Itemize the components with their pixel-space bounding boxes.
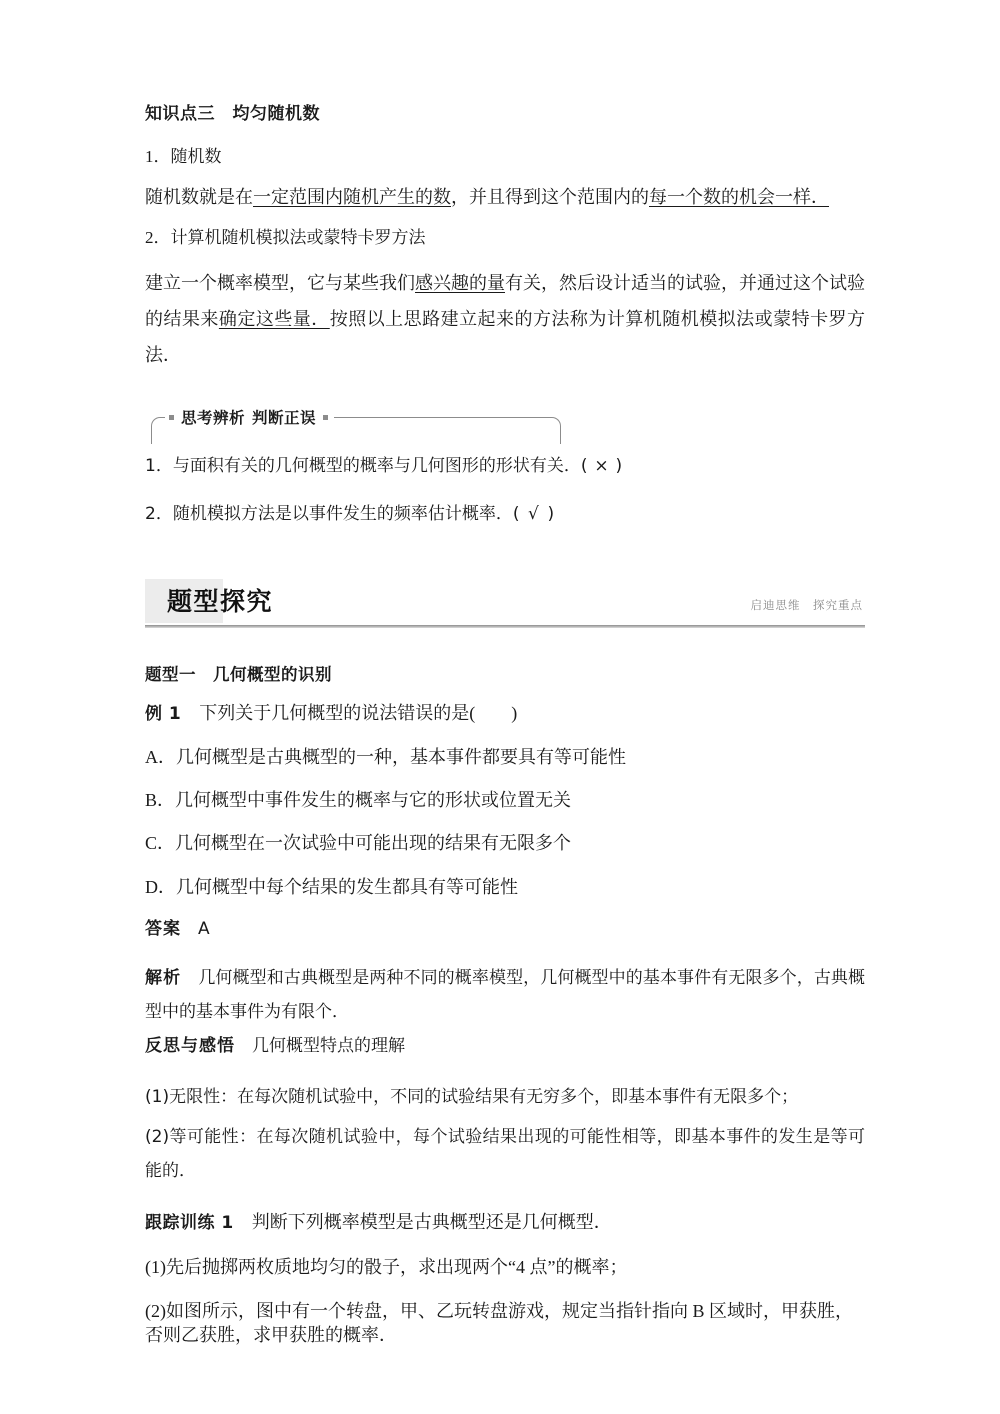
analysis-text: 几何概型和古典概型是两种不同的概率模型，几何概型中的基本事件有无限多个，古典概型中的基本事件为有限个． — [145, 967, 866, 1022]
option-a: A．几何概型是古典概型的一种，基本事件都要具有等可能性 — [145, 746, 626, 767]
kp2-underline-1: 感兴趣的量 — [415, 272, 505, 293]
page-content — [145, 104, 865, 1352]
kp2-seg-b: 有关，然后设计适当的试验，并通过这个试验的结果来 — [145, 272, 865, 329]
option-d: D．几何概型中每个结果的发生都具有等可能性 — [145, 876, 518, 897]
reflect-item-2: (2)等可能性：在每次随机试验中，每个试验结果出现的可能性相等，即基本事件的发生是等可能的． — [145, 1126, 865, 1181]
kp1-seg-a: 随机数就是在 — [145, 187, 253, 208]
example-label: 例 1 — [145, 703, 182, 724]
kp1-underline-2: 每一个数的机会一样． — [649, 187, 829, 208]
example-stem: 下列关于几何概型的说法错误的是( ) — [199, 702, 518, 723]
option-b: B．几何概型中事件发生的概率与它的形状或位置无关 — [145, 790, 572, 811]
practice-item-1: (1)先后抛掷两枚质地均匀的骰子，求出现两个“4 点”的概率； — [145, 1256, 628, 1277]
think-item-mark: √ — [528, 503, 539, 524]
kp2-seg-c: 按照以上思路建立起来的方法称为计算机随机模拟法或蒙特卡罗方法． — [145, 308, 866, 365]
reflect-title: 几何概型特点的理解 — [252, 1035, 405, 1056]
reflect-item-1: (1)无限性：在每次随机试验中，不同的试验结果有无穷多个，即基本事件有无限多个； — [145, 1086, 799, 1107]
think-box-label — [165, 409, 334, 427]
kp2-seg-a: 建立一个概率模型，它与某些我们 — [145, 272, 415, 293]
think-item-close: ) — [547, 503, 555, 524]
answer-label: 答案 — [145, 918, 181, 939]
kp2-underline-2: 确定这些量． — [218, 308, 330, 329]
section-subtitle: 启迪思维 探究重点 — [750, 597, 863, 612]
reflect-heading — [145, 1035, 865, 1058]
knowledge-item1-text — [145, 184, 865, 210]
practice-label: 跟踪训练 1 — [145, 1212, 234, 1233]
section-title: 题型探究 — [167, 586, 274, 616]
analysis-label: 解析 — [145, 967, 182, 988]
reflect-label: 反思与感悟 — [145, 1035, 235, 1056]
example-line — [145, 701, 865, 726]
think-item-mark: × — [594, 455, 609, 476]
think-label-b: 判断正误 — [252, 408, 317, 427]
knowledge-item1-heading: 1．随机数 — [145, 147, 222, 167]
practice-item-2: (2)如图所示，图中有一个转盘，甲、乙玩转盘游戏，规定当指针指向 B 区域时，甲获胜，否则乙获胜，求甲获胜的概率． — [145, 1301, 853, 1346]
practice-heading — [145, 1210, 865, 1235]
section-divider — [145, 625, 865, 628]
problem-type-heading: 题型一 几何概型的识别 — [145, 664, 332, 684]
kp1-seg-b: ，并且得到这个范围内的 — [451, 187, 649, 208]
think-item — [145, 503, 865, 525]
think-item-text: 2．随机模拟方法是以事件发生的频率估计概率．( — [145, 503, 520, 524]
knowledge-item2-heading: 2．计算机随机模拟法或蒙特卡罗方法 — [145, 227, 426, 247]
think-item-close: ) — [615, 455, 623, 476]
knowledge-point-title: 知识点三 均匀随机数 — [145, 104, 320, 124]
answer-line — [145, 918, 865, 941]
knowledge-item2-text — [145, 265, 865, 373]
think-label-a: 思考辨析 — [181, 408, 246, 427]
analysis-paragraph — [145, 961, 865, 1029]
think-item-text: 1．与面积有关的几何概型的概率与几何图形的形状有关．( — [145, 455, 588, 476]
square-marker-right-icon — [323, 415, 328, 420]
kp1-underline-1: 一定范围内随机产生的数 — [253, 187, 451, 208]
section-banner — [145, 579, 865, 631]
square-marker-left-icon — [169, 415, 174, 420]
answer-value: A — [198, 918, 210, 939]
think-box — [145, 409, 865, 443]
think-item — [145, 455, 865, 477]
practice-stem: 判断下列概率模型是古典概型还是几何概型． — [251, 1211, 612, 1232]
option-c: C．几何概型在一次试验中可能出现的结果有无限多个 — [145, 833, 572, 854]
